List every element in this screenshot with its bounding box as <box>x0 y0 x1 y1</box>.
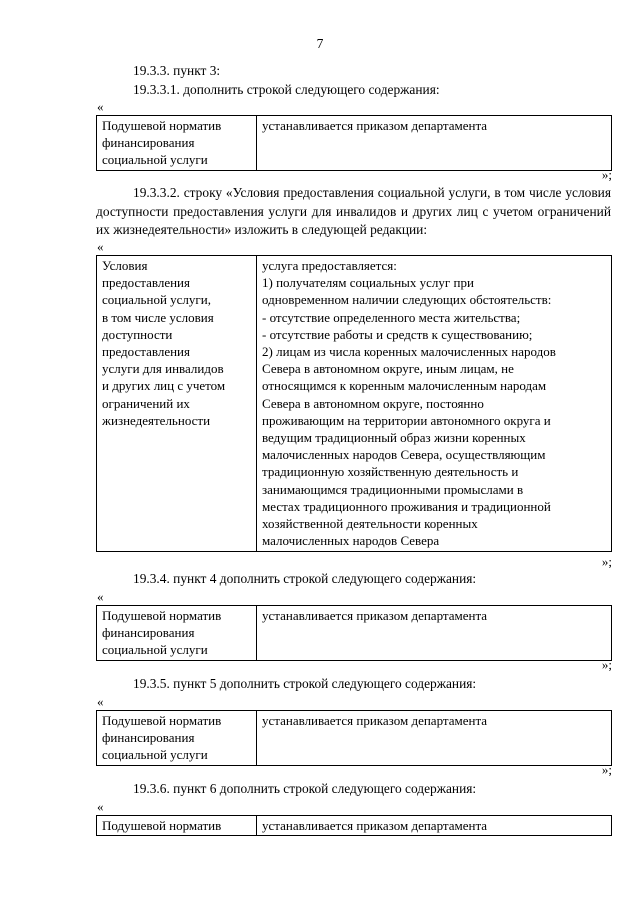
opening-quote: « <box>97 694 104 709</box>
table-per-capita-norm-2 <box>96 605 612 661</box>
opening-quote: « <box>97 799 104 814</box>
table-per-capita-norm-3 <box>96 710 612 766</box>
paragraph-19-3-3-1: 19.3.3.1. дополнить строкой следующего содержания: <box>133 82 440 97</box>
paragraph-19-3-3: 19.3.3. пункт 3: <box>133 63 221 78</box>
paragraph-19-3-3-2: 19.3.3.2. строку «Условия предоставления социальной услуги, в том числе условия доступности предоставления услуги для инвалидов и других лиц с учетом ограничений их жизнедеятельности» изложить в следующей редакции: <box>96 185 611 237</box>
opening-quote: « <box>97 239 104 254</box>
closing-quote: »; <box>601 657 612 672</box>
table-per-capita-norm-4 <box>96 815 612 836</box>
table-cell-value: устанавливается приказом департамента <box>257 606 612 661</box>
table-cell-value: устанавливается приказом департамента <box>257 116 612 171</box>
table-cell-value: устанавливается приказом департамента <box>257 816 612 836</box>
table-service-conditions <box>96 255 612 552</box>
paragraph-19-3-5: 19.3.5. пункт 5 дополнить строкой следующего содержания: <box>133 676 477 691</box>
closing-quote: »; <box>601 762 612 777</box>
closing-quote: »; <box>601 554 612 569</box>
opening-quote: « <box>97 99 104 114</box>
table-cell-value: устанавливается приказом департамента <box>257 711 612 766</box>
opening-quote: « <box>97 589 104 604</box>
table-per-capita-norm-1 <box>96 115 612 171</box>
table-cell-label: Условия предоставления социальной услуги, в том числе условия доступности предоставления услуги для инвалидов и других лиц с учетом ограничений их жизнедеятельности <box>97 256 257 552</box>
page-number: 7 <box>316 36 324 51</box>
table-cell-label: Подушевой норматив финансирования социальной услуги <box>97 711 257 766</box>
table-cell-value: услуга предоставляется: 1) получателям социальных услуг при одновременном наличии следующих обстоятельств: - отсутствие определенного места жительства; - отсутствие работы и средств к существованию; 2) лицам из числа коренных малочисленных народов Севера в автономном округе, иным лицам, не относящимся к коренным малочисленным народам Севера в автономном округе, постоянно проживающим на территории автономного округа и ведущим традиционный образ жизни коренных малочисленных народов Севера, осуществляющим традиционную хозяйственную деятельность и занимающимся традиционными промыслами в местах традиционного проживания и традиционной хозяйственной деятельности коренных малочисленных народов Севера <box>257 256 612 552</box>
table-cell-label: Подушевой норматив финансирования социальной услуги <box>97 116 257 171</box>
table-cell-label: Подушевой норматив <box>97 816 257 836</box>
paragraph-19-3-4: 19.3.4. пункт 4 дополнить строкой следующего содержания: <box>133 571 477 586</box>
paragraph-19-3-6: 19.3.6. пункт 6 дополнить строкой следующего содержания: <box>133 781 477 796</box>
closing-quote: »; <box>601 167 612 182</box>
table-cell-label: Подушевой норматив финансирования социальной услуги <box>97 606 257 661</box>
